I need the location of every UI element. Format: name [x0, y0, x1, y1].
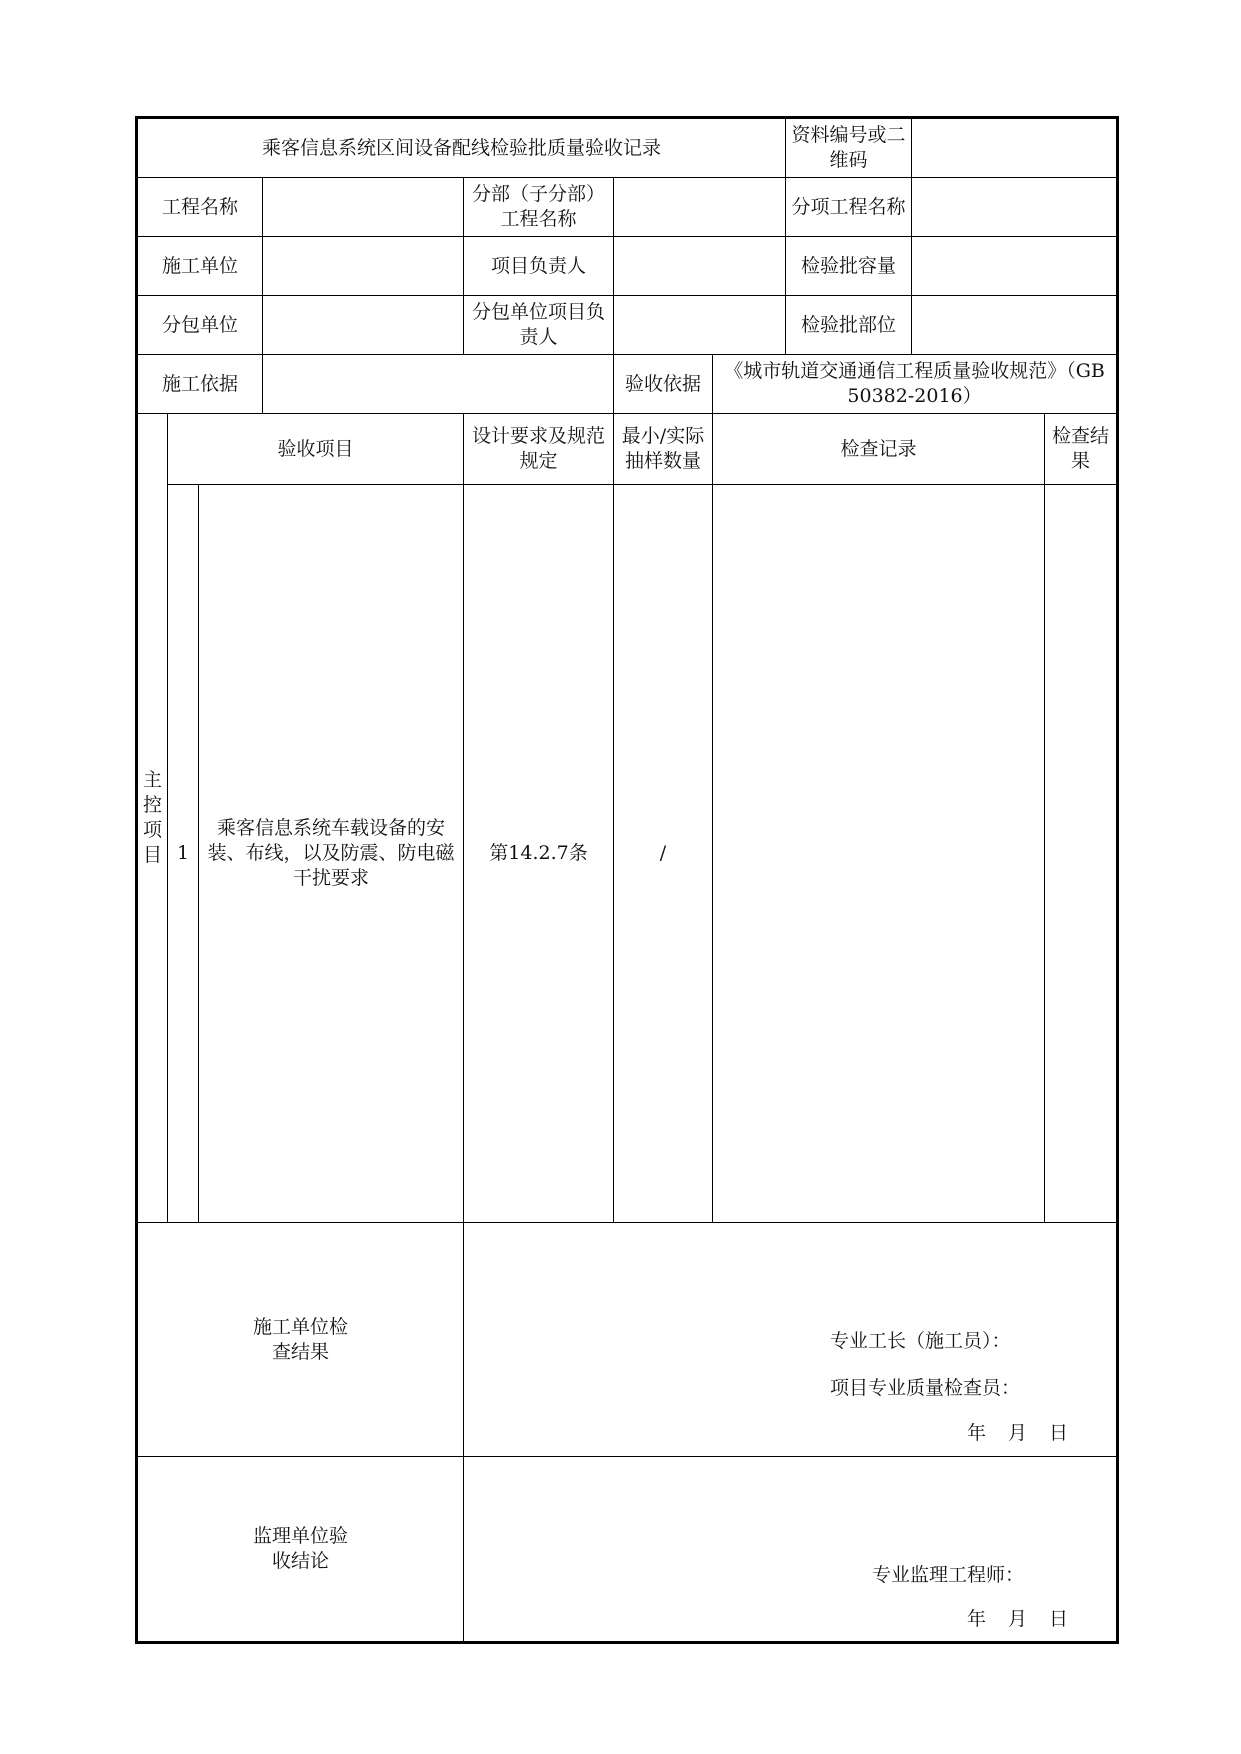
doc-no-field[interactable] [912, 118, 1118, 178]
subcontractor-manager-field[interactable] [614, 296, 786, 355]
engineer-signature-label: 专业监理工程师： [872, 1564, 1025, 1586]
construction-unit-label: 施工单位 [137, 237, 263, 296]
construction-basis-label: 施工依据 [137, 355, 263, 414]
sub-division-field[interactable] [614, 178, 786, 237]
foreman-signature-label: 专业工长（施工员）： [830, 1330, 1011, 1352]
main-control-group-label: 主 控 项 目 [137, 414, 168, 1223]
subcontractor-manager-label: 分包单位项目负责人 [464, 296, 614, 355]
row-check-record[interactable] [713, 485, 1045, 1223]
form-title: 乘客信息系统区间设备配线检验批质量验收记录 [137, 118, 786, 178]
inspector-signature-label: 项目专业质量检查员： [830, 1377, 1021, 1399]
construction-date: 年 月 日 [966, 1422, 1069, 1444]
inspection-record-form [135, 116, 1116, 1650]
header-item: 验收项目 [168, 414, 464, 485]
doc-no-label: 资料编号或二维码 [786, 118, 912, 178]
project-manager-label: 项目负责人 [464, 237, 614, 296]
project-name-label: 工程名称 [137, 178, 263, 237]
construction-unit-field[interactable] [263, 237, 464, 296]
header-check-record: 检查记录 [713, 414, 1045, 485]
subcontractor-label: 分包单位 [137, 296, 263, 355]
construction-basis-field[interactable] [263, 355, 614, 414]
project-name-field[interactable] [263, 178, 464, 237]
subcontractor-field[interactable] [263, 296, 464, 355]
table-row [137, 485, 1118, 1223]
row-item-text: 乘客信息系统车载设备的安装、布线，以及防震、防电磁干扰要求 [199, 485, 464, 1223]
batch-capacity-field[interactable] [912, 237, 1118, 296]
row-sample-qty[interactable]: / [614, 485, 713, 1223]
sub-item-field[interactable] [912, 178, 1118, 237]
form-table [135, 116, 1119, 1644]
sub-division-label: 分部（子分部）工程名称 [464, 178, 614, 237]
acceptance-basis-label: 验收依据 [614, 355, 713, 414]
supervision-date: 年 月 日 [966, 1608, 1069, 1630]
construction-check-area[interactable] [464, 1223, 1118, 1457]
batch-capacity-label: 检验批容量 [786, 237, 912, 296]
supervision-area[interactable] [464, 1457, 1118, 1643]
row-check-result[interactable] [1045, 485, 1118, 1223]
supervision-label: 监理单位验收结论 [137, 1457, 464, 1643]
acceptance-basis-value: 《城市轨道交通通信工程质量验收规范》（GB 50382-2016） [713, 355, 1118, 414]
header-check-result: 检查结果 [1045, 414, 1118, 485]
row-number: 1 [168, 485, 199, 1223]
project-manager-field[interactable] [614, 237, 786, 296]
sub-item-label: 分项工程名称 [786, 178, 912, 237]
construction-check-label: 施工单位检查结果 [137, 1223, 464, 1457]
batch-location-field[interactable] [912, 296, 1118, 355]
row-design-req: 第14.2.7条 [464, 485, 614, 1223]
header-sample-qty: 最小/实际抽样数量 [614, 414, 713, 485]
batch-location-label: 检验批部位 [786, 296, 912, 355]
header-design-req: 设计要求及规范规定 [464, 414, 614, 485]
